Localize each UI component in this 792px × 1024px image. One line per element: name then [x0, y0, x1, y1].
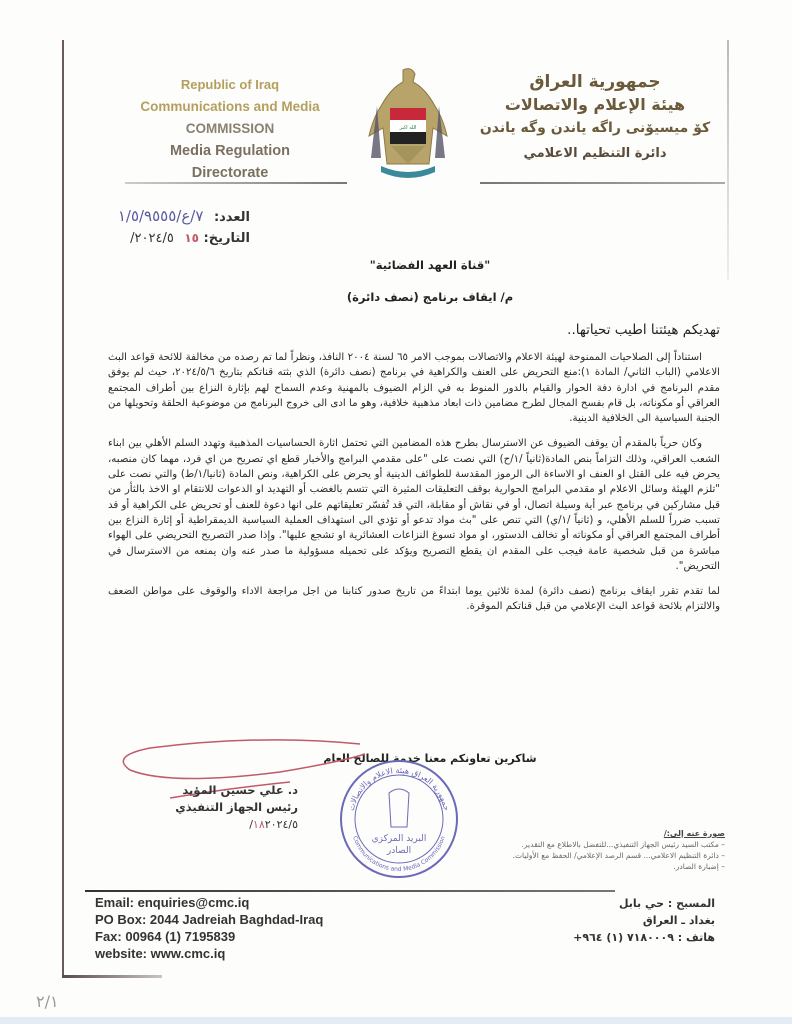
official-seal-stamp-icon: [337, 757, 461, 881]
reference-date-row: [70, 227, 250, 249]
stamp-center-line1: البريد المركزي: [371, 834, 427, 844]
footer-ar-line3: هاتف : ٧١٨٠٠٠٩ (١) ٩٦٤+: [573, 931, 715, 944]
body-paragraph-1: استناداً إلى الصلاحيات الممنوحة لهيئة الاعلام والاتصالات بموجب الامر ٦٥ لسنة ٢٠٠٤ النافذ، ونظراً لما تم رصده من مخالفة للائحة قواعد البث الاعلامي (الباب الثاني/ المادة ١):منع التحريض على العنف والكراهية في برنامج (نصف دائرة) الذي بثته قناتكم بتاريخ ٢٠٢٤/٥/٦، حيث لم يوفق مقدم البرنامج في ادارة دفة الحوار والقيام بالدور المنوط به في الزام الضيوف بالمهنية وعدم السماح لهم بإثارة النزاع بين أطراف المجتمع العراقي أو مكوناته، بل قام بفسح المجال لطرح مضامين ذات ابعاد مذهبية خلافية، وهو ما ادى الى خروج البرنامج من موضوعية الحلقة وتحويلها من الجنبة السياسية الى الخلافية الدينية.: [108, 352, 720, 425]
signatory-title: رئيس الجهاز التنفيذي: [175, 800, 298, 814]
letter-body: [108, 350, 720, 625]
greeting: تهديكم هيئتنا اطيب تحياتها..: [567, 322, 720, 338]
iraq-eagle-emblem-icon: [363, 66, 453, 184]
signatory-name: د. علي حسين المؤيد: [182, 783, 298, 797]
footer-po-box: PO Box: 2044 Jadreiah Baghdad-Iraq: [95, 912, 324, 927]
emblem-text: الله اكبر: [399, 125, 417, 131]
footer-fax: Fax: 00964 (1) 7195839: [95, 929, 236, 944]
copies-heading: صورة عنه إلى:/: [663, 829, 725, 838]
reference-date-day: ١٥: [184, 231, 199, 245]
letterhead-en-line4: Media Regulation Directorate: [169, 143, 291, 181]
reference-date-label: التاريخ:: [203, 231, 250, 246]
signature-date-day: ١٨: [252, 818, 265, 831]
letterhead-en-line1: Republic of Iraq: [180, 77, 280, 92]
signature-block: [158, 782, 298, 833]
footer-arabic: [540, 895, 715, 946]
recipient: "قناة العهد الفضائية": [369, 258, 491, 272]
page-border-right: [727, 40, 729, 280]
footer-email: Email: enquiries@cmc.iq: [95, 895, 250, 910]
signature-date: [158, 816, 298, 833]
stamp-center-line2: الصادر: [386, 846, 412, 856]
page-border-bottom: [62, 975, 162, 978]
copies-item: – إضبارة الصادر.: [673, 862, 725, 871]
letterhead-arabic: [470, 70, 720, 168]
letterhead-divider-right: [480, 182, 725, 184]
stamp-ring-text-ar: جمهورية العراق هيئة الاعلام والاتصالات: [346, 765, 452, 812]
letterhead-en-line3: COMMISSION: [185, 121, 275, 136]
letterhead-ar-line1: جمهورية العراق: [529, 72, 661, 92]
copies-block: [470, 828, 725, 872]
letterhead-ar-line4: دائرة التنظيم الاعلامي: [523, 146, 667, 161]
letterhead-en-line2: Communications and Media: [140, 99, 320, 114]
letterhead-ar-line3: كۆ میسیۆنی راگه یاندن وگه یاندن: [479, 120, 711, 136]
reference-number-value: ٧/ع/١/٥/٩٥٥٥: [117, 207, 204, 225]
letterhead-ar-line2: هيئة الإعلام والاتصالات: [504, 95, 686, 114]
reference-block: [70, 205, 250, 249]
stamp-ring-text-en: Communications and Media Commission: [351, 835, 447, 874]
footer-ar-line1: المسبح : حي بابل: [618, 897, 715, 910]
copies-item: – دائرة التنظيم الاعلامي... قسم الرصد الإعلامي/ الحفظ مع الأوليات.: [512, 851, 725, 860]
footer-website: website: www.cmc.iq: [95, 946, 226, 961]
letterhead-divider-left: [125, 182, 347, 184]
reference-date-value: ٢٠٢٤/٥/: [130, 231, 174, 246]
subject: م/ ايقاف برنامج (نصف دائرة): [346, 290, 514, 304]
signature-date-prefix: ٢٠٢٤/٥/: [249, 818, 298, 831]
footer-ar-line2: بغداد ـ العراق: [642, 914, 715, 927]
footer-english: [95, 894, 323, 962]
body-paragraph-3: لما تقدم تقرر ايقاف برنامج (نصف دائرة) لمدة ثلاثين يوما ابتداءً من تاريخ صدور كتابنا من اجل مراجعة الاداء والوقوف على مواطن الضعف والالتزام بلائحة قواعد البث الإعلامي من قبل قناتكم الموقرة.: [108, 586, 720, 613]
footer-divider: [85, 890, 615, 892]
copies-item: – مكتب السيد رئيس الجهاز التنفيذي...للتفضل بالاطلاع مع التقدير.: [521, 840, 725, 849]
letterhead-english: [130, 74, 330, 184]
viewer-bottom-bar: [0, 1017, 792, 1024]
closing-line: شاكرين تعاونكم معنا خدمة للصالح العام: [323, 752, 537, 765]
page-border-left: [62, 40, 64, 978]
body-paragraph-2: وكان حرياً بالمقدم أن يوقف الضيوف عن الاسترسال بطرح هذه المضامين التي تحتمل اثارة الحساسيات المذهبية وتهدد السلم الأهلي بين ابناء الشعب العراقي، وذلك التزاماً بنص المادة(ثانياً /١/ح) التي نصت على "على مقدمي البرامج والأخبار قطع اي تصريح من اي فرد، مهما كان منصبه، يحرض فيه على القتل او العنف او الاساءة الى الرموز المقدسة للطوائف الدينية أو يحرض على الكراهية، ونص المادة (ثانيا/١/ط) والتي نصت على "تلزم الهيئة وسائل الاعلام او مقدمي البرامج الحوارية بوقف التعليقات المثيرة التي تتسم بالغضب أو التهديد او الدعوات للانتقام او الاخذ بالثأر من قبل مشاركين في برنامج عبر أية وسيلة اتصال، أو في نقاش أو مقابلة، التي قد تُفسّر تعليقاتهم على انها دعوة للعنف أو تحريض على الكراهية أو قد تسبب ضرراً للسلم الأهلي، و (ثانياً /١/ي) التي تنص على "بث مواد تدعو أو تؤدي الى استهداف العملية السياسية الديمقراطية أو إثارة النزاع بين أطراف المجتمع العراقي أو مكوناته أو تخالف الدستور، او مواد تسوغ النزاعات العشائرية او تشجع عليها". وإذا صدر التصريح التحريضي على الهواء مباشرة من قبل شخصية عامة فيجب على المقدم ان يقطع التصريح ويؤكد على تحميله مسؤولية ما صدر عنه وان يمنعه من الاسترسال في التحريض".: [108, 438, 720, 572]
page-number: ٢/١: [36, 992, 59, 1011]
reference-number-row: [70, 205, 250, 227]
reference-number-label: العدد:: [213, 210, 250, 225]
